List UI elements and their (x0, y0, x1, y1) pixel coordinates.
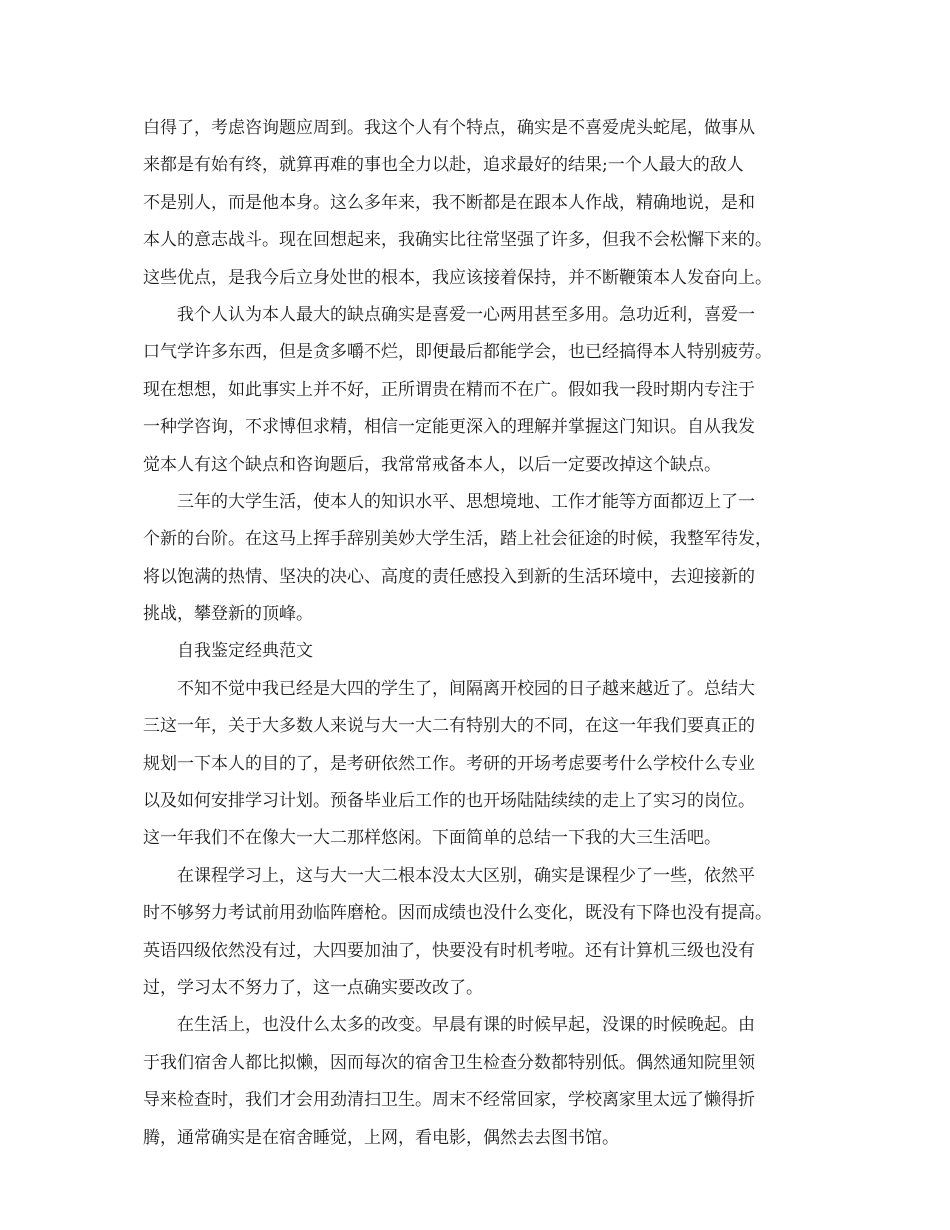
text-line: 英语四级依然没有过，大四要加油了，快要没有时机考啦。还有计算机三级也没有 (143, 940, 755, 961)
text-line: 自我鉴定经典范文 (177, 641, 313, 662)
text-line: 导来检查时，我们才会用劲清扫卫生。周末不经常回家，学校离家里太远了懒得折 (143, 1090, 755, 1111)
text-line: 不是别人，而是他本身。这么多年来，我不断都是在跟本人作战，精确地说，是和 (143, 192, 755, 213)
text-line: 不知不觉中我已经是大四的学生了，间隔离开校园的日子越来越近了。总结大 (177, 678, 755, 699)
text-line: 于我们宿舍人都比拟懒，因而每次的宿舍卫生检查分数都特别低。偶然通知院里领 (143, 1052, 755, 1073)
text-line: 三年的大学生活，使本人的知识水平、思想境地、工作才能等方面都迈上了一 (177, 491, 755, 512)
text-line: 在课程学习上，这与大一大二根本没太大区别，确实是课程少了一些，依然平 (177, 865, 755, 886)
text-line: 过，学习太不努力了，这一点确实要改改了。 (143, 977, 483, 998)
text-line: 挑战，攀登新的顶峰。 (143, 604, 313, 625)
text-line: 以及如何安排学习计划。预备毕业后工作的也开场陆陆续续的走上了实习的岗位。 (143, 791, 755, 812)
text-line: 个新的台阶。在这马上挥手辞别美妙大学生活，踏上社会征途的时候，我整军待发， (143, 529, 772, 550)
text-line: 腾，通常确实是在宿舍睡觉，上网，看电影，偶然去去图书馆。 (143, 1127, 619, 1148)
text-line: 将以饱满的热情、坚决的决心、高度的责任感投入到新的生活环境中，去迎接新的 (143, 566, 755, 587)
text-line: 觉本人有这个缺点和咨询题后，我常常戒备本人，以后一定要改掉这个缺点。 (143, 454, 721, 475)
text-line: 这些优点，是我今后立身处世的根本，我应该接着保持，并不断鞭策本人发奋向上。 (143, 267, 772, 288)
text-line: 一种学咨询，不求博但求精，相信一定能更深入的理解并掌握这门知识。自从我发 (143, 417, 755, 438)
text-line: 在生活上，也没什么太多的改变。早晨有课的时候早起，没课的时候晚起。由 (177, 1015, 755, 1036)
text-line: 我个人认为本人最大的缺点确实是喜爱一心两用甚至多用。急功近利，喜爱一 (177, 304, 755, 325)
text-line: 来都是有始有终，就算再难的事也全力以赴，追求最好的结果;一个人最大的敌人 (143, 155, 744, 176)
text-line: 现在想想，如此事实上并不好，正所谓贵在精而不在广。假如我一段时期内专注于 (143, 379, 755, 400)
text-line: 本人的意志战斗。现在回想起来，我确实比往常坚强了许多，但我不会松懈下来的。 (143, 230, 772, 251)
text-line: 三这一年，关于大多数人来说与大一大二有特别大的不同，在这一年我们要真正的 (143, 716, 755, 737)
document-body (143, 110, 823, 1157)
text-line: 口气学许多东西，但是贪多嚼不烂，即便最后都能学会，也已经搞得本人特别疲劳。 (143, 342, 772, 363)
text-line: 白得了，考虑咨询题应周到。我这个人有个特点，确实是不喜爱虎头蛇尾，做事从 (143, 118, 755, 138)
text-line: 时不够努力考试前用劲临阵磨枪。因而成绩也没什么变化，既没有下降也没有提高。 (143, 903, 772, 924)
text-line: 规划一下本人的目的了，是考研依然工作。考研的开场考虑要考什么学校什么专业 (143, 753, 755, 774)
text-line: 这一年我们不在像大一大二那样悠闲。下面简单的总结一下我的大三生活吧。 (143, 828, 721, 849)
